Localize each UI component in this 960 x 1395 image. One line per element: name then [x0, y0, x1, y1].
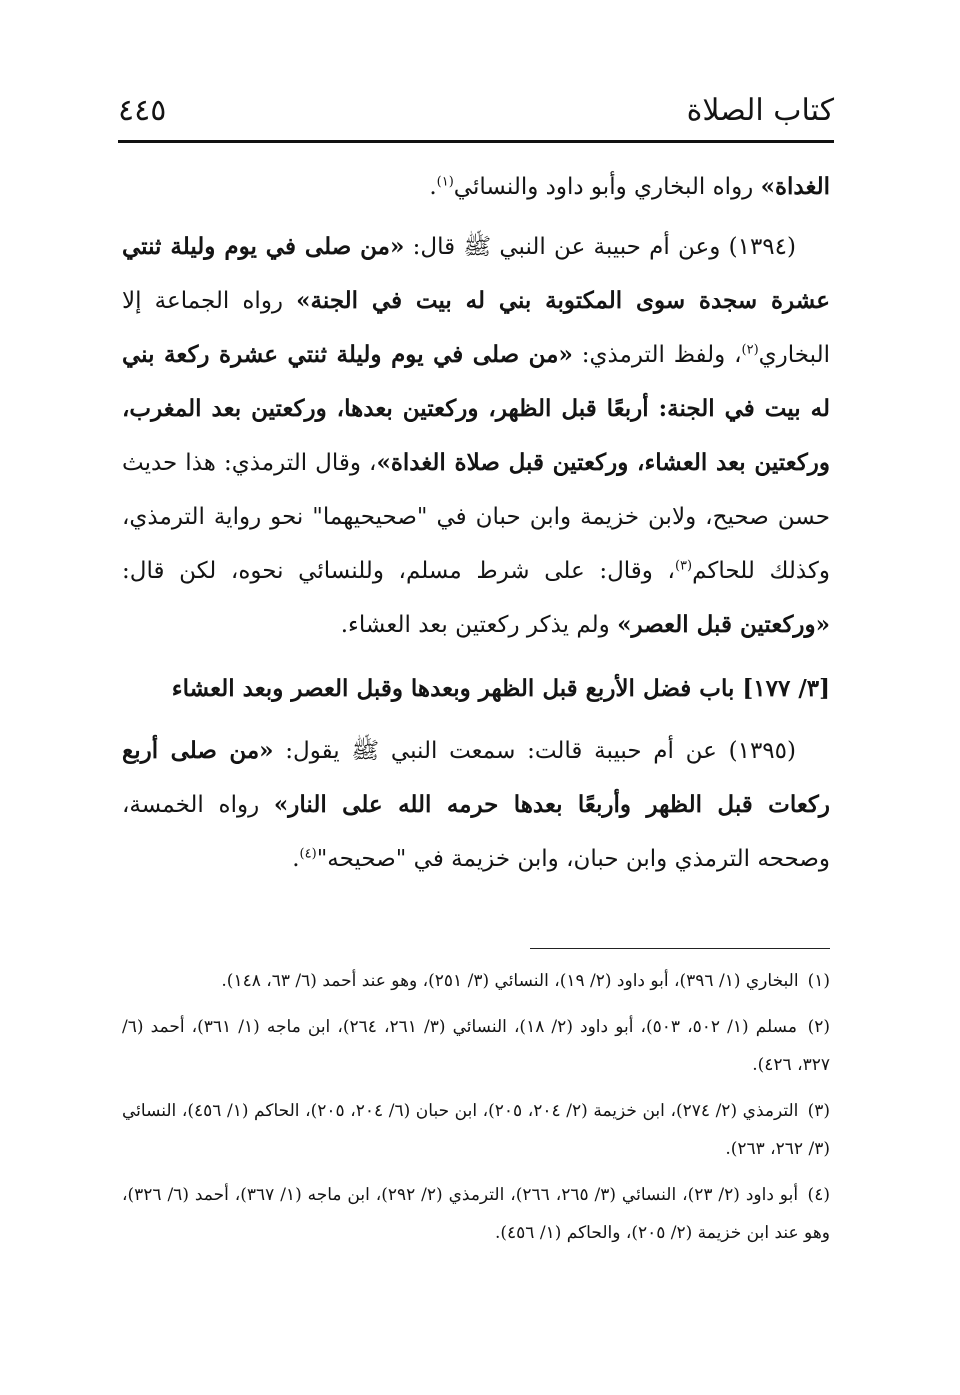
footnote-text: البخاري (١/ ٣٩٦)، أبو داود (٢/ ١٩)، النسائي (٣/ ٢٥١)، وهو عند أحمد (٦/ ٦٣، ١٤٨). — [221, 971, 799, 991]
narration-source: رواه الخمسة، وصححه الترمذي وابن حبان، وابن خزيمة في "صحيحه" — [122, 792, 830, 872]
hadith-intro: (١٣٩٥) عن أم حبيبة قالت: سمعت النبي ﷺ يقول: — [273, 738, 796, 764]
footnote-text: مسلم (١/ ٥٠٢، ٥٠٣)، أبو داود (٢/ ١٨)، النسائي (٣/ ٢٦١، ٢٦٤)، ابن ماجه (١/ ٣٦١)، أحمد (٦/ ٣٢٧، ٤٢٦). — [122, 1017, 830, 1075]
footnote-number: (٤) — [807, 1185, 830, 1205]
page-header — [118, 88, 834, 132]
footnote — [122, 1092, 830, 1168]
footnotes — [122, 962, 830, 1260]
hadith-1394 — [122, 220, 830, 652]
footnote-ref: (٣) — [674, 558, 693, 574]
narration-source: رواه البخاري وأبو داود والنسائي — [453, 174, 761, 200]
footnote-number: (٣) — [807, 1101, 830, 1121]
footnote-rule — [530, 948, 830, 949]
sentence-end: . — [429, 174, 437, 200]
commentary: ولم يذكر ركعتين بعد العشاء. — [340, 612, 618, 638]
sentence-end: . — [292, 846, 300, 872]
commentary: ، وقال: على شرط مسلم، وللنسائي نحوه، لكن قال: — [122, 558, 675, 584]
footnote-text: أبو داود (٢/ ٢٣)، النسائي (٣/ ٢٦٥، ٢٦٦)، الترمذي (٢/ ٢٩٢)، ابن ماجه (١/ ٣٦٧)، أحمد (٦/ ٣٢٦)، وهو عند ابن خزيمة (٢/ ٢٠٥)، والحاكم (١/ ٤٥٦). — [122, 1185, 830, 1243]
hadith-text: «وركعتين قبل العصر» — [617, 611, 830, 638]
narration-source: رواه الجماعة إلا البخاري — [122, 288, 830, 368]
footnote-number: (٢) — [807, 1017, 831, 1037]
hadith-intro: (١٣٩٤) وعن أم حبيبة عن النبي ﷺ قال: — [404, 234, 796, 260]
hadith-text: «من صلى في يوم وليلة ثنتي عشرة سجدة سوى المكتوبة بني له بيت في الجنة» — [122, 233, 830, 314]
chapter-heading: [٣/ ١٧٧] باب فضل الأربع قبل الظهر وبعدها وقبل العصر وبعد العشاء — [171, 675, 830, 702]
footnote-number: (١) — [807, 971, 830, 991]
footnote-ref: (٤) — [299, 846, 317, 862]
hadith-text: الغداة» — [760, 173, 830, 200]
page-number: ٤٤٥ — [118, 92, 167, 128]
paragraph-continuation — [122, 160, 830, 214]
hadith-text: «من صلى في يوم وليلة ثنتي عشرة ركعة بني له بيت في الجنة: أربعًا قبل الظهر، وركعتين بعدها، وركعتين بعد المغرب، وركعتين بعد العشاء، وركعتين قبل صلاة الغداة» — [122, 341, 831, 476]
footnote — [122, 1176, 830, 1252]
hadith-1395 — [122, 724, 830, 886]
footnote — [122, 1008, 830, 1084]
commentary: ، وقال الترمذي: هذا حديث حسن صحيح، ولابن خزيمة وابن حبان في "صحيحيهما" نحو رواية الترمذي، وكذلك للحاكم — [122, 450, 830, 584]
footnote-ref: (٢) — [741, 342, 759, 358]
main-text — [122, 160, 830, 892]
running-title: كتاب الصلاة — [686, 92, 834, 128]
commentary: ، ولفظ الترمذي: — [572, 342, 742, 368]
footnote-text: الترمذي (٢/ ٢٧٤)، ابن خزيمة (٢/ ٢٠٤، ٢٠٥)، ابن حبان (٦/ ٢٠٤، ٢٠٥)، الحاكم (١/ ٤٥٦)، النسائي (٣/ ٢٦٢، ٢٦٣). — [122, 1101, 830, 1159]
header-rule — [118, 140, 834, 143]
footnote-ref: (١) — [436, 174, 454, 190]
hadith-text: «من صلى أربع ركعات قبل الظهر وأربعًا بعدها حرمه الله على النار» — [122, 737, 830, 818]
footnote — [122, 962, 830, 1000]
